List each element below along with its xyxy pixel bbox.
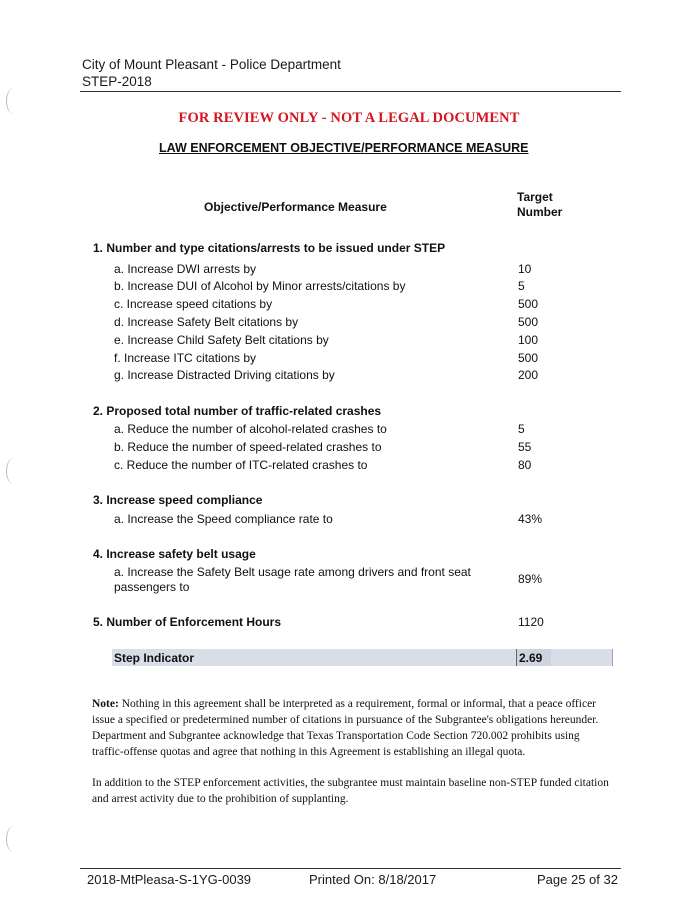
supplanting-paragraph: In addition to the STEP enforcement activities, the subgrantee must maintain baseline non-STEP funded citation and arrest activity due to the prohibition of supplanting. xyxy=(92,777,609,805)
list-item-value: 500 xyxy=(518,351,539,365)
step-indicator-value: 2.69 xyxy=(519,651,543,665)
list-item-value: 89% xyxy=(518,572,543,586)
list-item-value: 100 xyxy=(518,333,539,347)
list-item-label: b. Increase DUI of Alcohol by Minor arrests/citations by xyxy=(114,279,406,293)
column-header-target xyxy=(517,190,562,220)
list-item-value: 80 xyxy=(518,458,532,472)
section-3-title: 3. Increase speed compliance xyxy=(93,493,263,507)
list-item-label: a. Increase the Speed compliance rate to xyxy=(114,512,333,526)
list-item-value: 5 xyxy=(518,279,525,293)
header-rule xyxy=(80,91,621,92)
target-header-line2: Number xyxy=(517,205,563,219)
footer-page-number: Page 25 of 32 xyxy=(537,872,618,887)
target-header-line1: Target xyxy=(517,190,553,204)
note-paragraph xyxy=(92,696,612,760)
footer-doc-id: 2018-MtPleasa-S-1YG-0039 xyxy=(87,872,252,887)
list-item-label: f. Increase ITC citations by xyxy=(114,351,257,365)
header-program: STEP-2018 xyxy=(82,74,152,89)
list-item-value: 55 xyxy=(518,440,532,454)
section-5-title: 5. Number of Enforcement Hours xyxy=(93,615,282,629)
footer-rule xyxy=(80,868,621,869)
list-item-label: a. Increase the Safety Belt usage rate among drivers and front seat xyxy=(114,565,471,579)
list-item-value: 5 xyxy=(518,422,525,436)
header-org: City of Mount Pleasant - Police Department xyxy=(82,57,341,72)
list-item-value: 10 xyxy=(518,262,532,276)
list-item-value: 43% xyxy=(518,512,543,526)
list-item-value: 500 xyxy=(518,297,539,311)
section-2-title: 2. Proposed total number of traffic-related crashes xyxy=(93,404,382,418)
list-item-label: c. Reduce the number of ITC-related crashes to xyxy=(114,458,368,472)
footer-printed-date: Printed On: 8/18/2017 xyxy=(309,872,437,887)
punch-hole-middle xyxy=(6,458,21,484)
list-item-value: 200 xyxy=(518,368,539,382)
note-lead: Note: xyxy=(92,698,119,710)
list-item-label: c. Increase speed citations by xyxy=(114,297,273,311)
list-item-label: e. Increase Child Safety Belt citations by xyxy=(114,333,329,347)
section-1-title: 1. Number and type citations/arrests to be issued under STEP xyxy=(93,241,446,255)
column-header-measure: Objective/Performance Measure xyxy=(204,200,387,214)
section-4-title: 4. Increase safety belt usage xyxy=(93,547,256,561)
list-item-label: a. Reduce the number of alcohol-related crashes to xyxy=(114,422,387,436)
list-item-label-continued: passengers to xyxy=(114,580,190,594)
punch-hole-bottom xyxy=(6,826,21,852)
list-item-label: d. Increase Safety Belt citations by xyxy=(114,315,299,329)
list-item-label: g. Increase Distracted Driving citations by xyxy=(114,368,335,382)
page-subtitle: LAW ENFORCEMENT OBJECTIVE/PERFORMANCE MEASURE xyxy=(159,141,529,155)
enforcement-hours-value: 1120 xyxy=(518,615,544,629)
list-item-value: 500 xyxy=(518,315,539,329)
note-body: Nothing in this agreement shall be interpreted as a requirement, formal or informal, that a peace officer issue a specified or predetermined number of citations in pursuance of the Subgrantee's obligations hereunder. Department and Subgrantee acknowledge that Texas Transportation Code Section 720.002 prohibits using traffic-offense quotas and agree that nothing in this Agreement is establishing an illegal quota. xyxy=(92,698,599,758)
review-banner: FOR REVIEW ONLY - NOT A LEGAL DOCUMENT xyxy=(178,110,520,126)
list-item-label: b. Reduce the number of speed-related crashes to xyxy=(114,440,382,454)
list-item-label: a. Increase DWI arrests by xyxy=(114,262,257,276)
step-indicator-label: Step Indicator xyxy=(114,651,195,665)
